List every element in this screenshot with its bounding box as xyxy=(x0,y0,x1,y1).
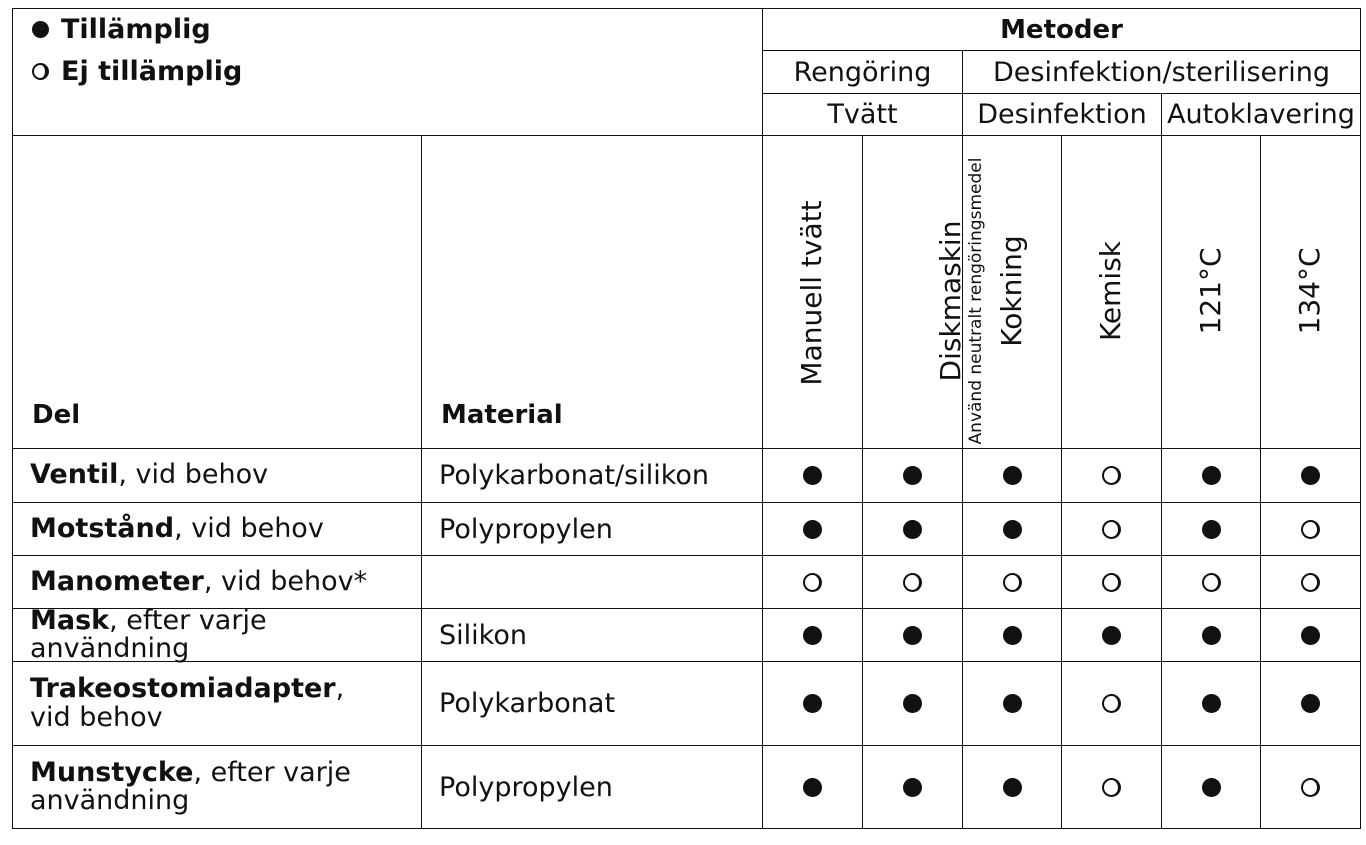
applicable-dot-icon xyxy=(1301,694,1320,713)
dishwasher-note: Använd neutralt rengöringsmedel xyxy=(966,157,986,445)
disinfection-header: Desinfektion xyxy=(977,99,1147,130)
table-row-part xyxy=(30,449,415,502)
applicable-dot-icon xyxy=(803,466,822,485)
part-name: Motstånd xyxy=(30,512,175,544)
applicable-dot-icon xyxy=(1003,694,1022,713)
not-applicable-dot-icon xyxy=(1003,573,1022,592)
applicable-dot-icon xyxy=(1202,694,1221,713)
applicable-dot-icon xyxy=(903,466,922,485)
methods-header: Metoder xyxy=(1000,14,1123,45)
part-column-header: Del xyxy=(32,400,81,430)
table-row-material: Polypropylen xyxy=(439,771,613,803)
applicable-dot-icon xyxy=(903,520,922,539)
applicable-dot-icon xyxy=(1003,778,1022,797)
part-usage-continued: vid behov xyxy=(30,701,163,733)
dishwasher-label: Diskmaskin xyxy=(934,220,967,382)
applicable-dot-icon xyxy=(903,778,922,797)
table-row-part xyxy=(30,662,415,745)
part-name: Ventil xyxy=(30,459,119,491)
applicable-dot-icon xyxy=(903,626,922,645)
not-applicable-dot-icon xyxy=(1301,573,1320,592)
part-name: Mask xyxy=(30,604,110,636)
part-name: Manometer xyxy=(30,565,204,597)
part-usage: , xyxy=(335,673,345,705)
applicable-dot-icon xyxy=(1301,466,1320,485)
table-row-part xyxy=(30,503,415,555)
applicable-dot-icon xyxy=(1003,626,1022,645)
method-header-dishwasher xyxy=(936,151,988,451)
part-name: Munstycke xyxy=(30,756,194,788)
part-usage-continued: användning xyxy=(30,785,190,816)
table-row-part xyxy=(30,746,415,828)
applicable-dot-icon xyxy=(1301,626,1320,645)
part-name: Trakeostomiadapter xyxy=(30,673,336,705)
table-row-material: Polykarbonat xyxy=(439,688,616,719)
filled-dot-icon xyxy=(32,21,49,38)
cleaning-header: Rengöring xyxy=(793,56,932,88)
legend-not-applicable-label: Ej tillämplig xyxy=(61,56,243,87)
applicable-dot-icon xyxy=(1202,520,1221,539)
applicable-dot-icon xyxy=(1003,466,1022,485)
part-usage: , vid behov* xyxy=(203,565,368,597)
part-usage: , efter varje användning xyxy=(30,604,267,664)
table-row-material: Polykarbonat/silikon xyxy=(439,460,709,491)
legend-applicable xyxy=(32,14,211,45)
not-applicable-dot-icon xyxy=(1102,573,1121,592)
not-applicable-dot-icon xyxy=(1301,778,1320,797)
table-row-material: Polypropylen xyxy=(439,513,613,545)
applicable-dot-icon xyxy=(1003,520,1022,539)
method-header-boiling: Kokning xyxy=(995,235,1028,347)
applicable-dot-icon xyxy=(1102,626,1121,645)
material-column-header: Material xyxy=(441,400,563,430)
not-applicable-dot-icon xyxy=(1301,520,1320,539)
method-header-121c: 121°C xyxy=(1194,247,1227,335)
applicable-dot-icon xyxy=(803,626,822,645)
disinfection-sterilization-header: Desinfektion/sterilisering xyxy=(992,56,1331,88)
table-row-part xyxy=(30,604,415,664)
method-header-134c: 134°C xyxy=(1293,247,1326,335)
method-header-manual-wash: Manuell tvätt xyxy=(795,200,828,386)
applicable-dot-icon xyxy=(803,778,822,797)
part-usage: , vid behov xyxy=(174,512,324,544)
legend-not-applicable xyxy=(32,56,242,87)
autoclaving-header: Autoklavering xyxy=(1167,99,1355,130)
washing-header: Tvätt xyxy=(827,99,898,130)
part-usage: , efter varje xyxy=(193,756,351,788)
legend-applicable-label: Tillämplig xyxy=(61,14,211,45)
applicable-dot-icon xyxy=(1202,466,1221,485)
not-applicable-dot-icon xyxy=(903,573,922,592)
not-applicable-dot-icon xyxy=(1202,573,1221,592)
applicable-dot-icon xyxy=(1202,626,1221,645)
not-applicable-dot-icon xyxy=(1102,520,1121,539)
not-applicable-dot-icon xyxy=(1102,778,1121,797)
table-row-material xyxy=(439,556,759,608)
applicable-dot-icon xyxy=(803,694,822,713)
not-applicable-dot-icon xyxy=(1102,466,1121,485)
applicable-dot-icon xyxy=(903,694,922,713)
open-dot-icon xyxy=(32,63,49,80)
applicable-dot-icon xyxy=(1202,778,1221,797)
not-applicable-dot-icon xyxy=(1102,694,1121,713)
not-applicable-dot-icon xyxy=(803,573,822,592)
table-row-part xyxy=(30,556,415,608)
part-usage: , vid behov xyxy=(118,459,269,491)
method-header-chemical: Kemisk xyxy=(1094,240,1127,342)
applicable-dot-icon xyxy=(803,520,822,539)
table-row-material: Silikon xyxy=(439,619,527,651)
